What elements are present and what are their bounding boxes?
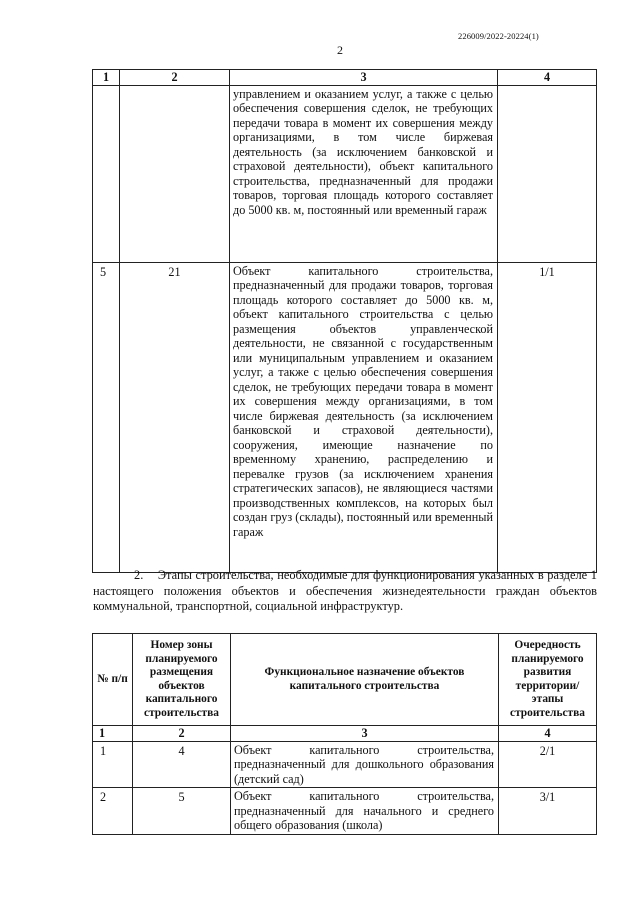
- row-number: 2: [93, 788, 133, 835]
- column-number-2: 2: [120, 70, 230, 86]
- stage-value: 3/1: [499, 788, 597, 835]
- column-number-3: 3: [230, 70, 498, 86]
- page-number: 2: [337, 43, 343, 57]
- zone-number: 21: [120, 262, 230, 572]
- column-number-2: 2: [133, 726, 231, 742]
- stage-value: 1/1: [498, 262, 597, 572]
- row-number: [93, 85, 120, 262]
- column-number-3: 3: [231, 726, 499, 742]
- column-number-1: 1: [93, 70, 120, 86]
- header-purpose: Функциональное назначение объектов капитального строительства: [231, 634, 499, 726]
- row-number: 1: [93, 741, 133, 788]
- zone-number: 5: [133, 788, 231, 835]
- table-row: [93, 788, 597, 835]
- section-paragraph: 2. Этапы строительства, необходимые для функционирования указанных в разделе 1 настоящего положения объектов и обеспечения жизнедеятельности граждан объектов коммунальной, транспортной, социальной инфраструктур.: [93, 568, 597, 613]
- construction-stages-table: [92, 633, 597, 835]
- object-description: управлением и оказанием услуг, а также с целью обеспечения совершения сделок, не требующих передачи товара в момент их совершения между организациями, в том числе биржевая деятельность (за исключением банковской и страховой деятельности), объект капитального строительства, предназначенный для продажи товаров, торговая площадь которого составляет до 5000 кв. м, постоянный или временный гараж: [230, 85, 498, 262]
- document-number: 226009/2022-20224(1): [458, 31, 539, 41]
- stage-value: [498, 85, 597, 262]
- object-description: Объект капитального строительства, предназначенный для продажи товаров, торговая площадь которого составляет до 5000 кв. м, объект капитального строительства с целью размещения объектов управленческой деятельности, не связанной с государственным или муниципальным управлением и оказанием услуг, а также с целью обеспечения совершения сделок, не требующих передачи товара в момент их совершения между организациями, в том числе биржевая деятельность (за исключением банковской и страховой деятельности), сооружения, имеющие назначение по временному хранению, распределению и перевалке грузов (за исключением хранения стратегических запасов), не являющиеся частями производственных комплексов, на которых был создан груз (склады), постоянный или временный гараж: [230, 262, 498, 572]
- objects-table-continued: [92, 69, 597, 573]
- stage-value: 2/1: [499, 741, 597, 788]
- zone-number: 4: [133, 741, 231, 788]
- column-number-4: 4: [499, 726, 597, 742]
- table-row: [93, 262, 597, 572]
- header-num: № п/п: [93, 634, 133, 726]
- column-number-row: [93, 726, 597, 742]
- object-purpose: Объект капитального строительства, предназначенный для дошкольного образования (детский сад): [231, 741, 499, 788]
- table-row: [93, 85, 597, 262]
- header-zone: Номер зоны планируемого размещения объектов капитального строительства: [133, 634, 231, 726]
- object-purpose: Объект капитального строительства, предназначенный для начального и среднего общего образования (школа): [231, 788, 499, 835]
- column-number-4: 4: [498, 70, 597, 86]
- row-number: 5: [93, 262, 120, 572]
- table-header-row: [93, 634, 597, 726]
- table-header-row: [93, 70, 597, 86]
- zone-number: [120, 85, 230, 262]
- column-number-1: 1: [93, 726, 133, 742]
- header-stage: Очередность планируемого развития территории/ этапы строительства: [499, 634, 597, 726]
- table-row: [93, 741, 597, 788]
